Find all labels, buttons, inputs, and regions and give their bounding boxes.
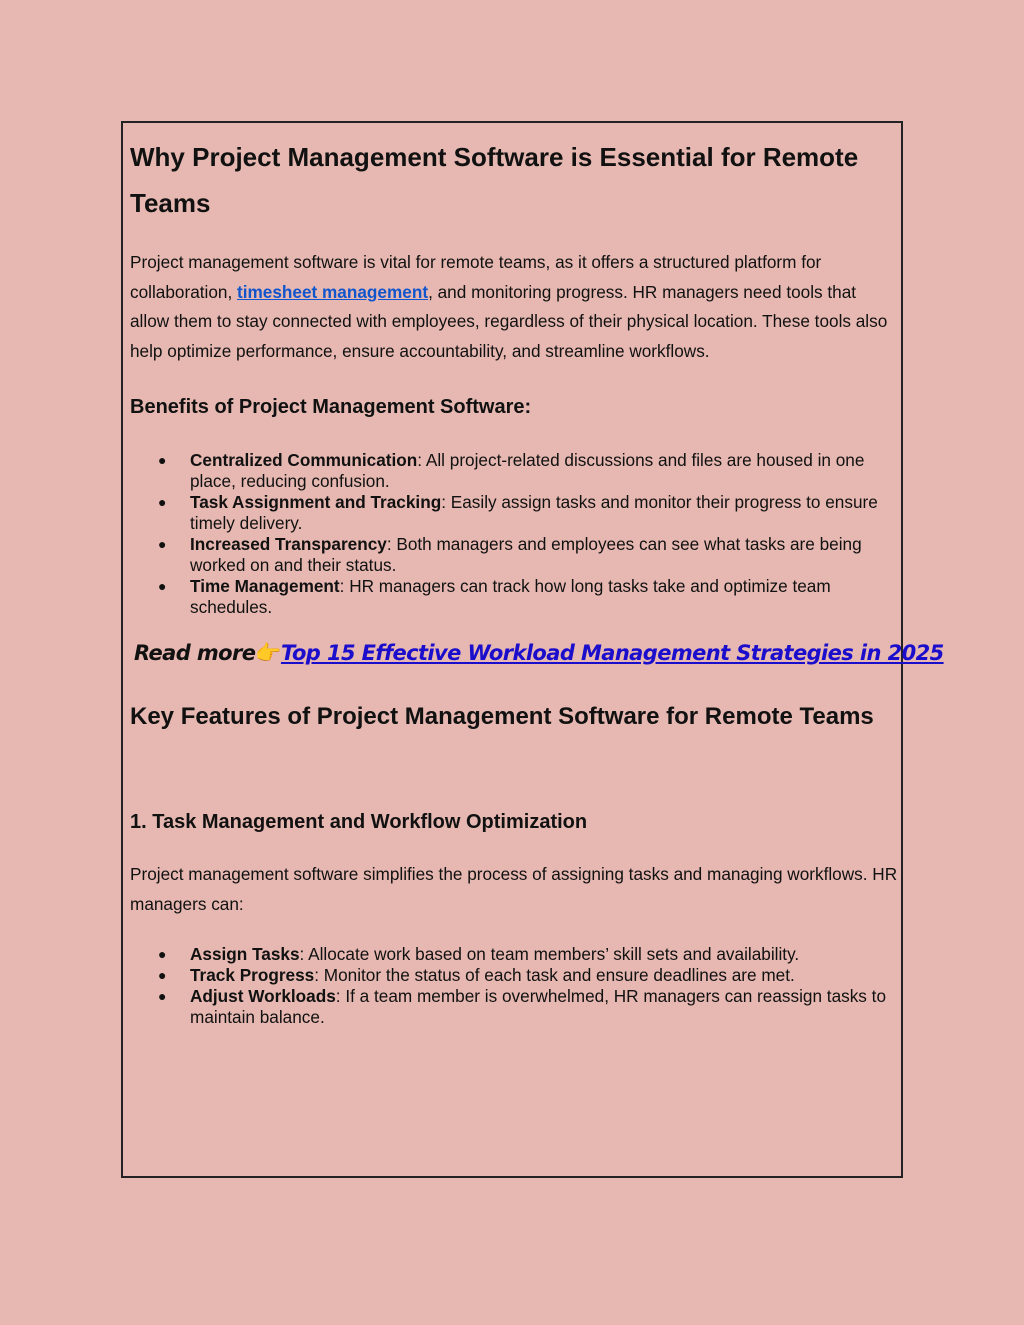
benefits-heading: Benefits of Project Management Software: bbox=[130, 396, 532, 418]
benefit-term: Task Assignment and Tracking bbox=[190, 492, 442, 512]
bullet-icon: ● bbox=[158, 578, 167, 594]
workload-strategies-link[interactable]: Top 15 Effective Workload Management Strategies in 2025 bbox=[280, 641, 944, 665]
feature-term: Track Progress bbox=[190, 965, 315, 985]
bullet-icon: ● bbox=[158, 452, 167, 468]
list-item bbox=[130, 965, 890, 986]
feature1-list bbox=[130, 944, 890, 1028]
intro-text-after: , and monitoring progress. HR managers need tools that allow them to stay connected with employees, regardless of their physical location. These tools also help optimize performance, ensure accountability, and streamline workflows. bbox=[130, 281, 888, 362]
benefit-text: : All project-related discussions and files are housed in one place, reducing confusion. bbox=[190, 450, 865, 491]
bullet-icon: ● bbox=[158, 946, 167, 962]
feature1-heading: 1. Task Management and Workflow Optimization bbox=[130, 811, 588, 833]
bullet-icon: ● bbox=[158, 967, 167, 983]
list-item bbox=[130, 492, 890, 534]
benefits-list bbox=[130, 450, 890, 618]
list-item bbox=[130, 450, 890, 492]
bullet-icon: ● bbox=[158, 494, 167, 510]
benefit-term: Centralized Communication bbox=[190, 450, 418, 470]
feature-text: : Monitor the status of each task and ensure deadlines are met. bbox=[314, 965, 795, 985]
read-more-label: Read more bbox=[134, 641, 256, 665]
pointing-hand-icon: 👉 bbox=[255, 641, 281, 665]
feature-text: : If a team member is overwhelmed, HR managers can reassign tasks to maintain balance. bbox=[190, 986, 887, 1027]
benefit-term: Time Management bbox=[190, 576, 340, 596]
bullet-icon: ● bbox=[158, 536, 167, 552]
feature-term: Adjust Workloads bbox=[190, 986, 336, 1006]
feature-term: Assign Tasks bbox=[190, 944, 300, 964]
features-heading: Key Features of Project Management Software for Remote Teams bbox=[130, 703, 874, 730]
benefit-text: : HR managers can track how long tasks take and optimize team schedules. bbox=[190, 576, 831, 617]
feature1-intro: Project management software simplifies the process of assigning tasks and managing workflows. HR managers can: bbox=[130, 864, 898, 914]
feature-text: : Allocate work based on team members’ skill sets and availability. bbox=[299, 944, 800, 964]
list-item bbox=[130, 944, 890, 965]
benefit-text: : Easily assign tasks and monitor their progress to ensure timely delivery. bbox=[190, 492, 878, 533]
benefit-text: : Both managers and employees can see what tasks are being worked on and their status. bbox=[190, 534, 862, 575]
read-more-line bbox=[134, 638, 944, 668]
list-item bbox=[130, 986, 890, 1028]
benefit-term: Increased Transparency bbox=[190, 534, 387, 554]
bullet-icon: ● bbox=[158, 988, 167, 1004]
intro-paragraph bbox=[130, 248, 898, 367]
page-title: Why Project Management Software is Essential for Remote Teams bbox=[130, 142, 859, 218]
timesheet-management-link[interactable]: timesheet management bbox=[237, 281, 429, 302]
intro-text-before: Project management software is vital for remote teams, as it offers a structured platform for collaboration, bbox=[130, 252, 822, 302]
list-item bbox=[130, 534, 890, 576]
list-item bbox=[130, 576, 890, 618]
